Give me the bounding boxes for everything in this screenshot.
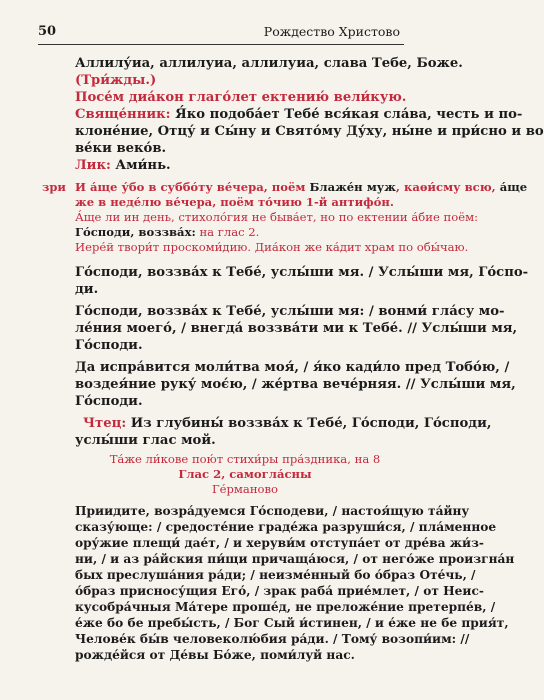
reader-line-1 — [75, 415, 492, 432]
verse-2-line-2: ле́ния моего́, / внегда́ воззва́ти ми к Тебе́. // Услы́ши мя, — [75, 321, 518, 336]
page-number: 50 — [38, 24, 57, 39]
choir-line — [75, 157, 415, 174]
sticheron-line-10: рожде́йся от Де́вы Бо́же, поми́луй нас. — [75, 648, 355, 662]
alleluia-line: Аллилу́иа, аллилуиа, аллилуиа, слава Тебе, Боже. — [75, 56, 463, 71]
stichera-author: Ге́рманово — [211, 482, 279, 496]
verse-3-line-2: воздея́ние руку́ моє́ю, / же́ртва вече́рняя. // Услы́ши мя, — [75, 377, 516, 392]
margin-note: зри — [42, 180, 66, 194]
rubric-line-4a: Го́споди, воззва́х: — [75, 225, 196, 239]
rubric-line-1d: а́ще — [499, 180, 528, 194]
psalm-block — [75, 264, 529, 449]
priest-line-2: клоне́ние, Отцу́ и Сы́ну и Свято́му Ду́ху, ны́не и при́сно и во — [75, 124, 544, 139]
deacon-rubric: Посе́м диа́кон глаго́лет ектению́ вели́кую. — [75, 90, 407, 105]
sticheron-line-4: ни, / и аз ра́йския пи́щи причаща́юся, / от него́же произгна́н — [75, 552, 515, 566]
sticheron-line-7: кусобра́чныя Ма́тере проше́д, не преложе́ние претерпе́в, / — [75, 600, 496, 614]
sticheron-line-9: Челове́к бы́в человеколю́бия ра́ди. / Тому́ возопи́им: // — [75, 632, 470, 646]
header-rule — [38, 44, 404, 45]
reader-text-1: Из глубины́ воззва́х к Тебе́, Го́споди, Го́споди, — [126, 416, 492, 431]
sticheron-line-2: сказу́юще: / средосте́ние граде́жа разруши́ся, / пла́менное — [75, 520, 497, 534]
rubric-line-1 — [75, 180, 528, 195]
rubric-line-1c: , каѳи́сму всю, — [395, 180, 500, 194]
priest-line-1 — [75, 106, 523, 123]
rubric-line-5: Иере́й твори́т проскоми́дию. Диа́кон же ка́дит храм по обы́чаю. — [75, 240, 469, 254]
stichera-tone: Глас 2, самогла́сны — [178, 467, 312, 481]
rubric-line-4 — [75, 225, 415, 240]
sticheron-line-6: о́браз присносу́щия Его́, / зрак раба́ прие́млет, / от Неис- — [75, 584, 484, 598]
priest-text-1: Я́ко подоба́ет Тебе́ вся́кая сла́ва, честь и по- — [170, 107, 523, 122]
sticheron-line-5: бых преслуша́ния ра́ди; / неизме́нный бо о́браз Оте́чь, / — [75, 568, 476, 582]
sticheron-line-3: ору́жие плещи́ дае́т, / и херуви́м отступа́ет от дре́ва жи́з- — [75, 536, 484, 550]
thrice-rubric: (Три́жды.) — [75, 73, 157, 88]
reader-label: Чтец: — [83, 416, 127, 431]
rubric-line-1b: Блаже́н муж — [309, 180, 396, 194]
stichera-headings — [75, 452, 415, 497]
priest-line-3: ве́ки веко́в. — [75, 141, 167, 156]
verse-3-line-3: Го́споди. — [75, 394, 143, 409]
sticheron-line-1: Приидите, возра́дуемся Го́сподеви, / настоя́щую та́йну — [75, 504, 470, 518]
stichera-intro: Та́же ли́кове пою́т стихи́ры пра́здника, на 8 — [109, 452, 381, 466]
verse-1-line-1: Го́споди, воззва́х к Тебе́, услы́ши мя. / Услы́ши мя, Го́спо- — [75, 265, 529, 280]
choir-text: Ами́нь. — [110, 158, 171, 173]
page-header — [24, 22, 406, 44]
verse-2-line-1: Го́споди, воззва́х к Тебе́, услы́ши мя: / вонми́ гла́су мо- — [75, 304, 505, 319]
verse-3-line-1: Да испра́вится моли́тва моя́, / я́ко кади́ло пред Тобо́ю, / — [75, 360, 510, 375]
reader-line-2: услы́ши глас мой. — [75, 433, 216, 448]
rubric-line-3: А́ще ли ин день, стихоло́гия не быва́ет, но по ектении а́бие поём: — [75, 210, 478, 224]
verse-1-line-2: ди. — [75, 282, 99, 297]
sticheron-line-8: е́же бо бе пребы́сть, / Бог Сый и́стинен, / и е́же не бе прия́т, — [75, 616, 509, 630]
rubric-line-1a: И а́ще у́бо в суббо́ту ве́чера, поём — [75, 180, 310, 194]
priest-label: Свяще́нник: — [75, 107, 171, 122]
opening-block — [75, 55, 544, 174]
running-title: Рождество Христово — [263, 24, 400, 39]
choir-label: Лик: — [75, 158, 111, 173]
rubric-line-4b: на глас 2. — [195, 225, 260, 239]
rubric-block — [75, 180, 528, 255]
sticheron-text — [75, 503, 515, 663]
rubric-line-2: же в неде́лю ве́чера, поём то́чию 1-й антифо́н. — [75, 195, 394, 209]
verse-2-line-3: Го́споди. — [75, 338, 143, 353]
